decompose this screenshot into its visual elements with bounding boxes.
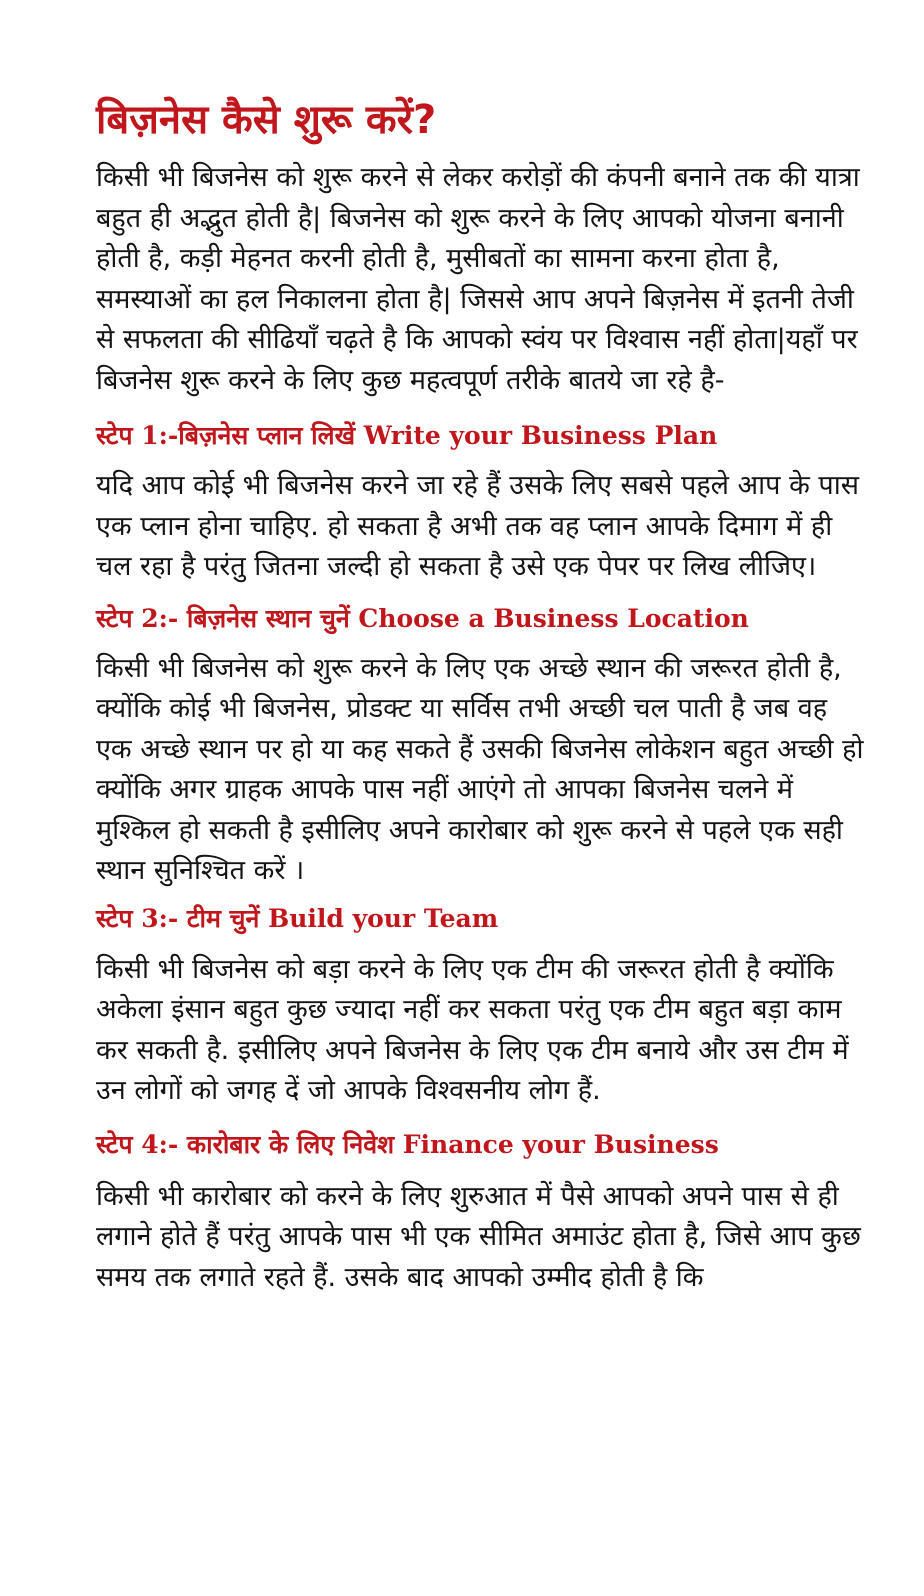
article-title: बिज़नेस कैसे शुरू करें? <box>96 97 437 143</box>
step-4-paragraph: किसी भी कारोबार को करने के लिए शुरुआत में पैसे आपको अपने पास से ही लगाने होते हैं परंतु आपके पास भी एक सीमित अमाउंट होता है, जिसे आप कुछ समय तक लगाते रहते हैं. उसके बाद आपको उम्मीद होती है कि <box>96 1180 861 1293</box>
article <box>96 94 866 1298</box>
step-2-paragraph: किसी भी बिजनेस को शुरू करने के लिए एक अच्छे स्थान की जरूरत होती है, क्योंकि कोई भी बिजनेस, प्रोडक्ट या सर्विस तभी अच्छी चल पाती है जब वह एक अच्छे स्थान पर हो या कह सकते हैं उसकी बिजनेस लोकेशन बहुत अच्छी हो क्योंकि अगर ग्राहक आपके पास नहीं आएंगे तो आपका बिजनेस चलने में मुश्किल हो सकती है इसीलिए अपने कारोबार को शुरू करने से पहले एक सही स्थान सुनिश्चित करें । <box>96 652 864 886</box>
step-3-heading: स्टेप 3:- टीम चुनें Build your Team <box>96 903 499 933</box>
intro-paragraph: किसी भी बिजनेस को शुरू करने से लेकर करोड़ों की कंपनी बनाने तक की यात्रा बहुत ही अद्भुत होती है| बिजनेस को शुरू करने के लिए आपको योजना बनानी होती है, कड़ी मेहनत करनी होती है, मुसीबतों का सामना करना होता है, समस्याओं का हल निकालना होता है| जिससे आप अपने बिज़नेस में इतनी तेजी से सफलता की सीढियाँ चढ़ते है कि आपको स्वंय पर विश्वास नहीं होता|यहाँ पर बिजनेस शुरू करने के लिए कुछ महत्वपूर्ण तरीके बातये जा रहे है- <box>96 162 860 396</box>
step-2-heading: स्टेप 2:- बिज़नेस स्थान चुनें Choose a Business Location <box>96 603 749 633</box>
step-3-paragraph: किसी भी बिजनेस को बड़ा करने के लिए एक टीम की जरूरत होती है क्योंकि अकेला इंसान बहुत कुछ ज्यादा नहीं कर सकता परंतु एक टीम बहुत बड़ा काम कर सकती है. इसीलिए अपने बिजनेस के लिए एक टीम बनाये और उस टीम में उन लोगों को जगह दें जो आपके विश्वसनीय लोग हैं. <box>96 953 849 1106</box>
step-4-heading: स्टेप 4:- कारोबार के लिए निवेश Finance your Business <box>96 1129 719 1159</box>
step-1-paragraph: यदि आप कोई भी बिजनेस करने जा रहे हैं उसके लिए सबसे पहले आप के पास एक प्लान होना चाहिए. हो सकता है अभी तक वह प्लान आपके दिमाग में ही चल रहा है परंतु जितना जल्दी हो सकता है उसे एक पेपर पर लिख लीजिए। <box>96 470 859 582</box>
step-1-heading: स्टेप 1:-बिज़नेस प्लान लिखें Write your Business Plan <box>96 421 718 450</box>
